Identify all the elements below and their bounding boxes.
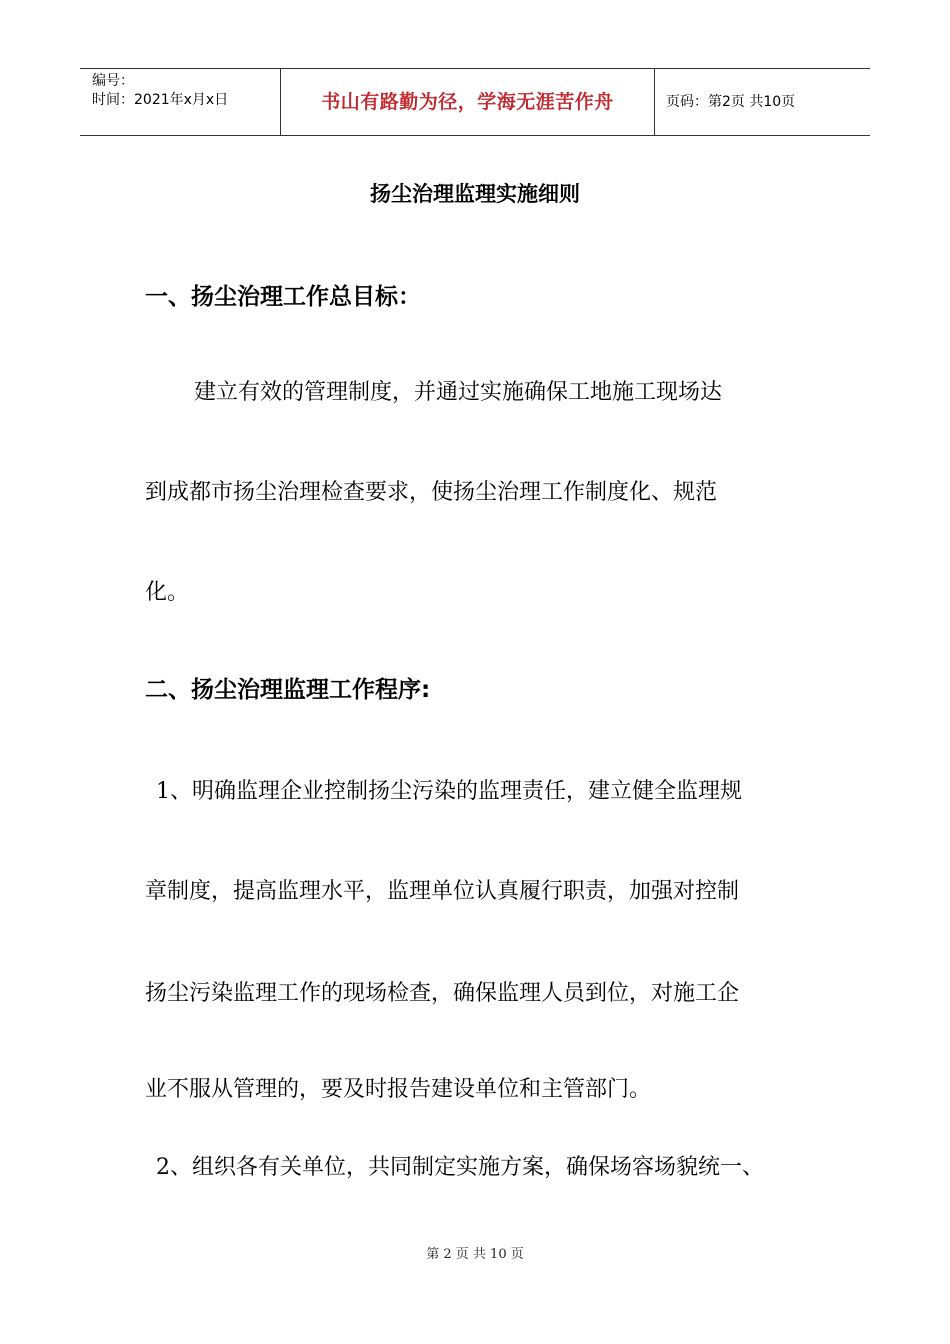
header-page-info: 页码：第2页 共10页 xyxy=(666,94,796,110)
paragraph-line: 到成都市扬尘治理检查要求，使扬尘治理工作制度化、规范 xyxy=(145,480,718,505)
paragraph-line: 1、明确监理企业控制扬尘污染的监理责任，建立健全监理规 xyxy=(156,779,742,804)
header-motto: 书山有路勤为径，学海无涯苦作舟 xyxy=(281,69,655,135)
paragraph-line: 章制度，提高监理水平，监理单位认真履行职责，加强对控制 xyxy=(145,879,740,904)
paragraph-line: 化。 xyxy=(145,580,190,605)
paragraph-line: 业不服从管理的，要及时报告建设单位和主管部门。 xyxy=(145,1077,652,1102)
document-title: 扬尘治理监理实施细则 xyxy=(370,182,580,206)
page-footer: 第 2 页 共 10 页 xyxy=(426,1247,524,1262)
paragraph-line: 建立有效的管理制度，并通过实施确保工地施工现场达 xyxy=(194,380,723,405)
paragraph-line: 扬尘污染监理工作的现场检查，确保监理人员到位，对施工企 xyxy=(145,981,740,1006)
header-meta xyxy=(80,69,281,135)
section-heading-goal: 一、扬尘治理工作总目标： xyxy=(145,284,421,310)
paragraph-line: 2、组织各有关单位，共同制定实施方案，确保场容场貌统一、 xyxy=(156,1155,764,1180)
document-time-label: 时间：2021年x月x日 xyxy=(92,92,229,108)
section-heading-procedure: 二、扬尘治理监理工作程序: xyxy=(145,677,431,703)
document-number-label: 编号： xyxy=(92,73,134,89)
page-header xyxy=(80,68,870,136)
